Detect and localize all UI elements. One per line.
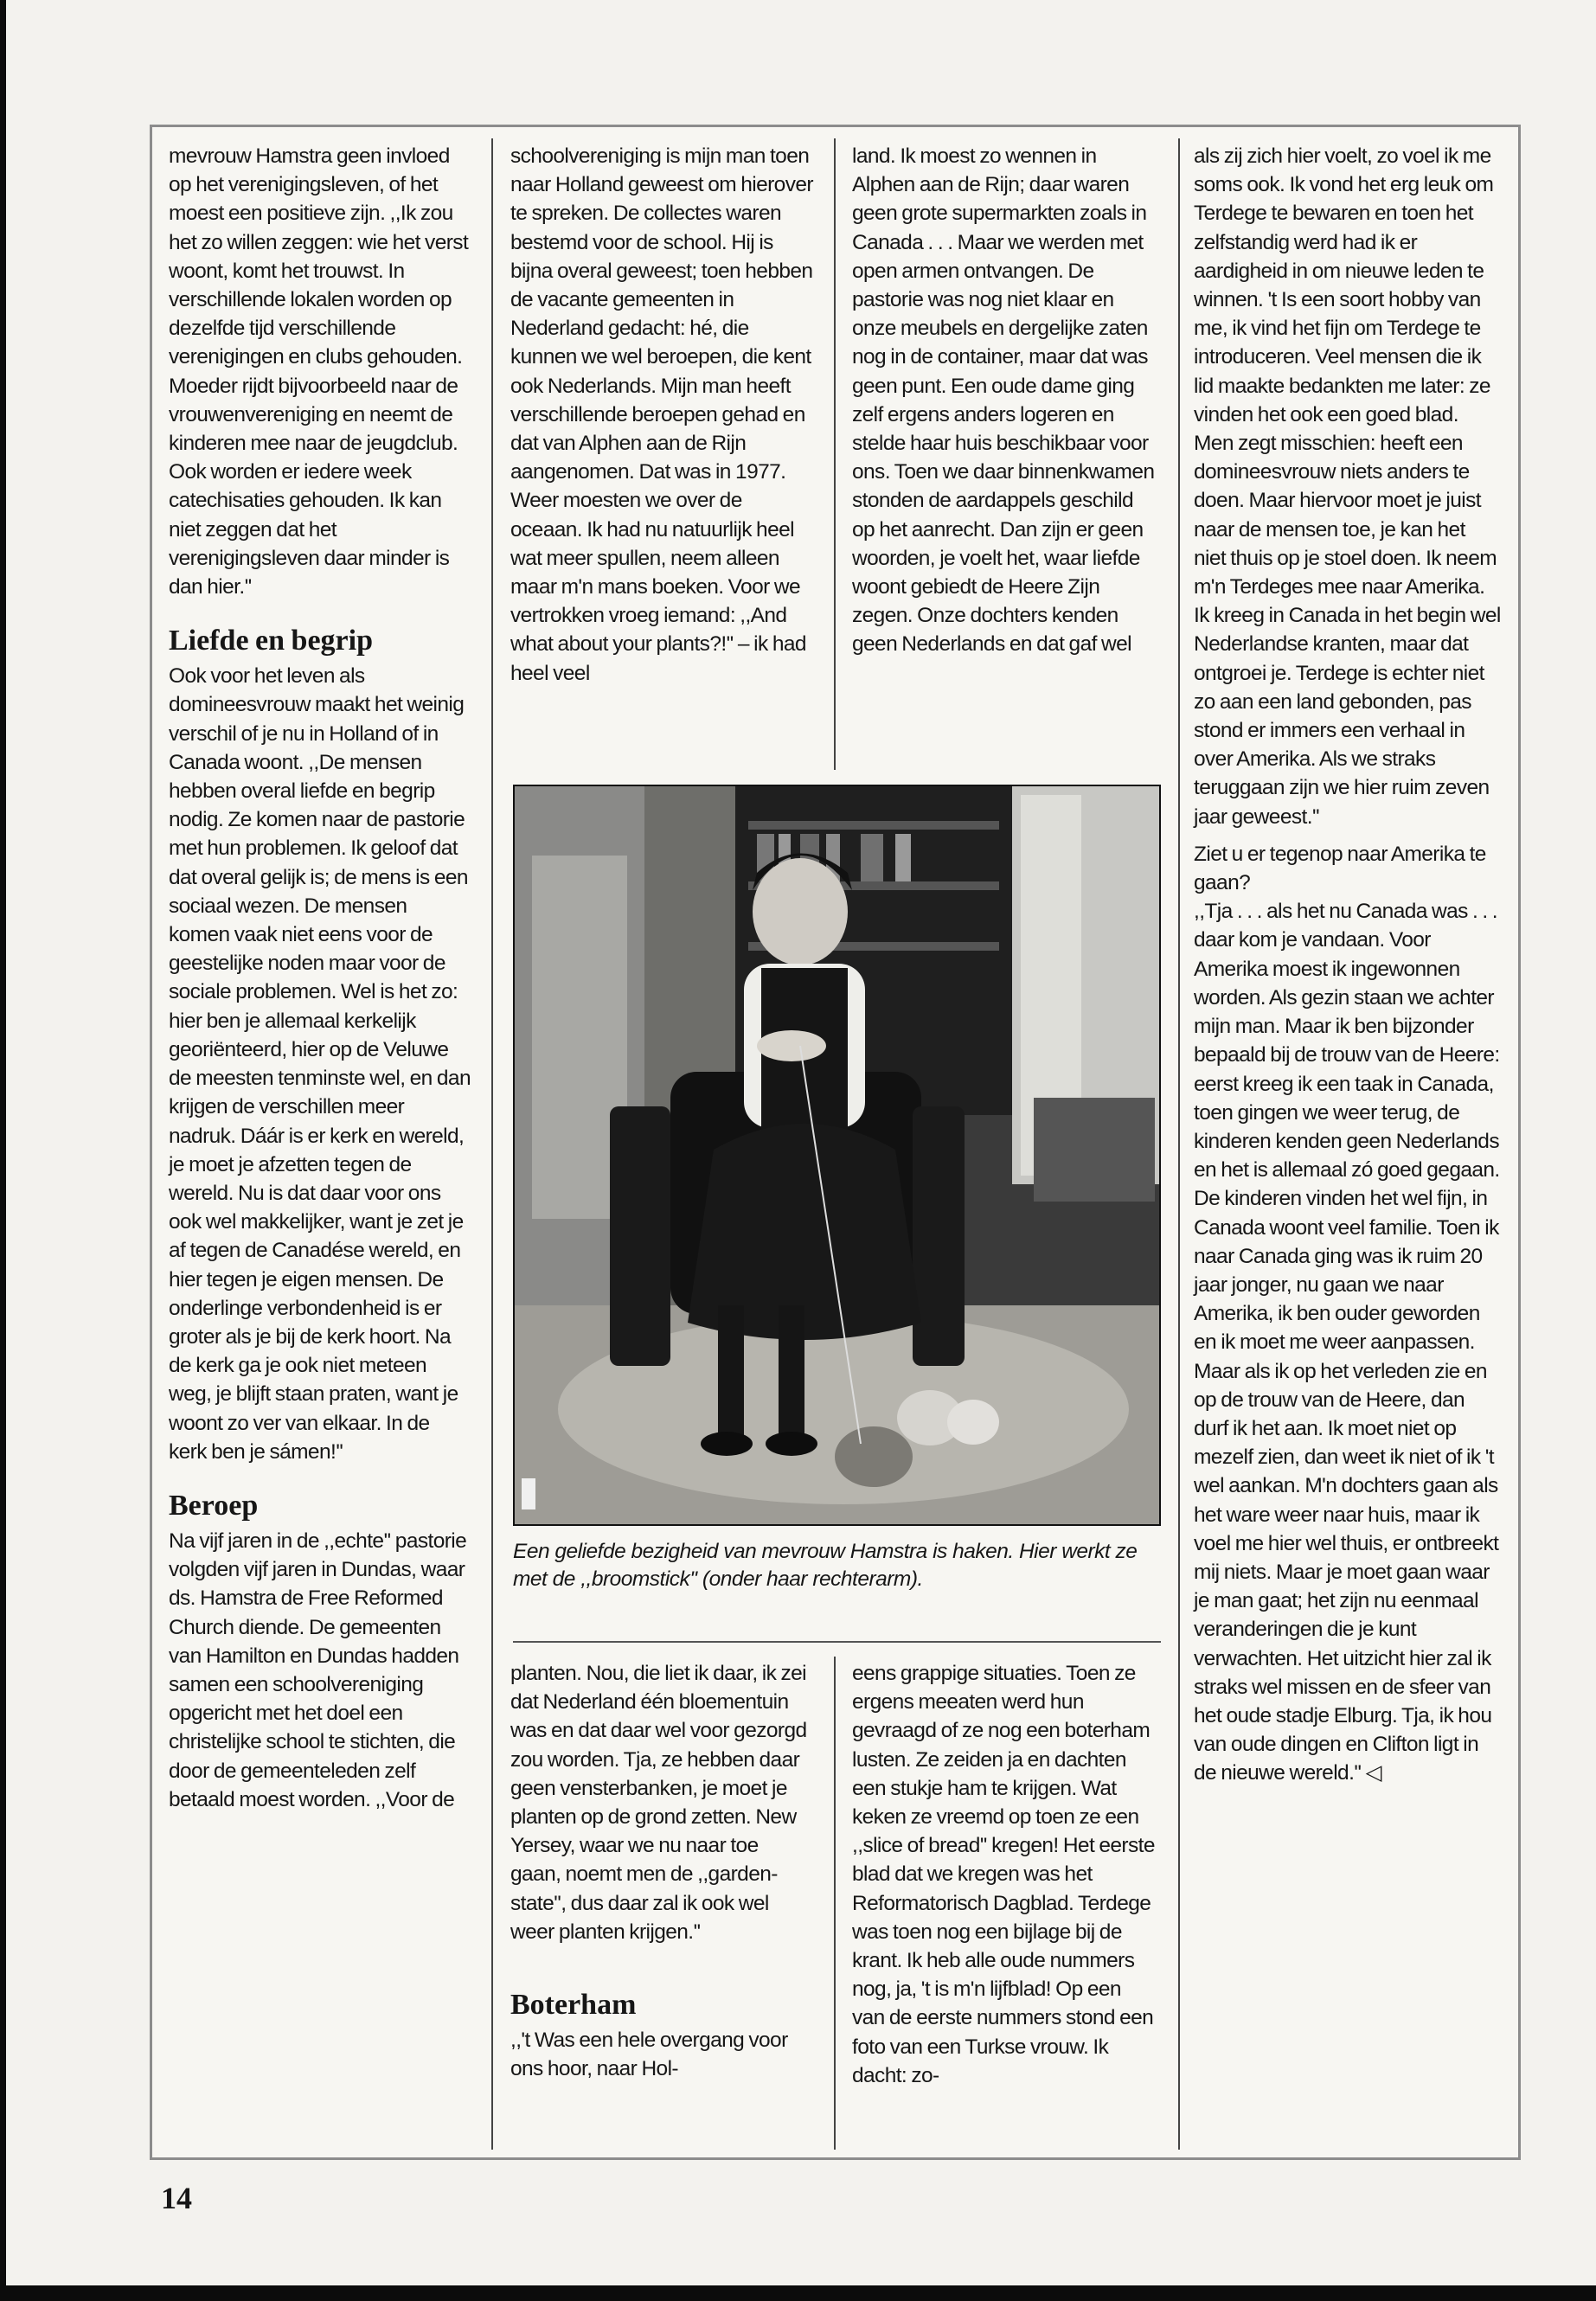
scan-edge-bottom	[0, 2285, 1596, 2301]
paragraph-col3-top: land. Ik moest zo wennen in Alphen aan de Rijn; daar waren geen grote supermarkten zoals in Canada . . . Maar we werden met open armen ontvangen. De pastorie was nog niet klaar en onze meubels en dergelijke zaten nog in de container, maar dat was geen punt. Een oude dame ging zelf ergens anders logeren en stelde haar huis beschikbaar voor ons. Toen we daar binnenkwamen stonden de aardappels geschild op het aanrecht. Dan zijn er geen woorden, je voelt het, waar liefde woont gebiedt de Heere Zijn zegen. Onze dochters kenden geen Nederlands en dat gaf wel	[852, 144, 1155, 657]
photo-mevrouw-hamstra-haken	[513, 785, 1161, 1526]
paragraph-col4-a: als zij zich hier voelt, zo voel ik me soms ook. Ik vond het erg leuk om Terdege te bewaren en toen het zelfstandig werd had ik er aardigheid in om nieuwe leden te winnen. 't Is een soort hobby van me, ik vind het fijn om Terdege te introduceren. Veel mensen die ik lid maakte bedankten me later: ze vinden het ook een goed blad. Men zegt misschien: heeft een domineesvrouw niets anders te doen. Maar hiervoor moet je juist naar de mensen toe, je kan het niet thuis op je stoel doen. Ik neem m'n Terdeges mee naar Amerika. Ik kreeg in Canada in het begin wel Nederlandse kranten, maar dat ontgroei je. Terdege is echter niet zo aan een land gebonden, pas stond er immers een verhaal in over Amerika. Als we straks teruggaan zijn we hier ruim zeven jaar geweest.''	[1194, 144, 1501, 829]
column-rule-1	[491, 138, 493, 2150]
column-rule-2-bottom	[834, 1657, 836, 2150]
heading-liefde-en-begrip: Liefde en begrip	[169, 625, 373, 657]
paragraph-liefde: Ook voor het leven als domineesvrouw maakt het weinig verschil of je nu in Holland of in Canada woont. ,,De mensen hebben overal liefde en begrip nodig. Ze komen naar de pastorie met hun problemen. Ik geloof dat dat overal gelijk is; de mens is een sociaal wezen. De mensen komen vaak niet eens voor de geestelijke noden maar voor de sociale problemen. Wel is het zo: hier ben je allemaal kerkelijk georiënteerd, hier op de Veluwe de meesten tenminste wel, en dan krijgen de verschillen meer nadruk. Dáár is er kerk en wereld, je moet je afzetten tegen de wereld. Nu is dat daar voor ons ook wel makkelijker, want je zet je af tegen de Canadése wereld, en hier tegen je eigen mensen. De onderlinge verbondenheid is er groter als je bij de kerk hoort. Na de kerk ga je ook niet meteen weg, je blijft staan praten, want je woont zo ver van elkaar. In de kerk ben je sámen!''	[169, 664, 471, 1464]
scan-edge-left	[0, 0, 6, 2301]
column-rule-3	[1178, 138, 1180, 2150]
photo-image	[515, 786, 1159, 1524]
photo-caption: Een geliefde bezigheid van mevrouw Hamstra is haken. Hier werkt ze met de ,,broomstick'' (onder haar rechterarm).	[513, 1540, 1138, 1591]
column-rule-2-top	[834, 138, 836, 770]
paragraph-col3-bottom: eens grappige situaties. Toen ze ergens meeaten werd hun gevraagd of ze nog een boterham lusten. Ze zeiden ja en dachten een stukje ham te krijgen. Wat keken ze vreemd op toen ze een ,,slice of bread'' kregen! Het eerste blad dat we kregen was het Reformatorisch Dagblad. Terdege was toen nog een bijlage bij de krant. Ik heb alle oude nummers nog, ja, 't is m'n lijfblad! Op een van de eerste nummers stond een foto van een Turkse vrouw. Ik dacht: zo-	[852, 1662, 1155, 2087]
column-1	[169, 142, 471, 1814]
paragraph-col2-top: schoolvereniging is mijn man toen naar Holland geweest om hierover te spreken. De collectes waren bestemd voor de school. Hij is bijna overal geweest; toen hebben de vacante gemeenten in Nederland gedacht: hé, die kunnen we wel beroepen, die kent ook Nederlands. Mijn man heeft verschillende beroepen gehad en dat van Alphen aan de Rijn aangenomen. Dat was in 1977. Weer moesten we over de oceaan. Ik had nu natuurlijk heel wat meer spullen, neem alleen maar m'n mans boeken. Voor we vertrokken vroeg iemand: ,,And what about your plants?!'' – ik had heel veel	[510, 144, 813, 685]
page-number: 14	[161, 2181, 192, 2215]
column-3-top	[852, 142, 1155, 659]
heading-beroep: Beroep	[169, 1489, 259, 1522]
column-2-top	[510, 142, 813, 688]
paragraph-intro: mevrouw Hamstra geen invloed op het verenigingsleven, of het moest een positieve zijn. ,,Ik zou het zo willen zeggen: wie het verst woont, komt het trouwst. In verschillende lokalen worden op dezelfde tijd verschillende verenigingen en clubs gehouden. Moeder rijdt bijvoorbeeld naar de vrouwenvereniging en neemt de kinderen mee naar de jeugdclub. Ook worden er iedere week catechisaties gehouden. Ik kan niet zeggen dat het verenigingsleven daar minder is dan hier.''	[169, 144, 469, 599]
paragraph-col4-question: Ziet u er tegenop naar Amerika te gaan?	[1194, 842, 1486, 895]
heading-boterham: Boterham	[510, 1989, 637, 2022]
paragraph-beroep: Na vijf jaren in de ,,echte'' pastorie volgden vijf jaren in Dundas, waar ds. Hamstra de Free Reformed Church diende. De gemeenten van Hamilton en Dundas hadden samen een schoolvereniging opgericht met het doel een christelijke school te stichten, die door de gemeenteleden zelf betaald moest worden. ,,Voor de	[169, 1529, 467, 1811]
column-4	[1194, 142, 1501, 1788]
paragraph-col2-bottom: planten. Nou, die liet ik daar, ik zei dat Nederland één bloementuin was en dat daar wel voor gezorgd zou worden. Tja, ze hebben daar geen vensterbanken, je moet je planten op de grond zetten. New Yersey, waar we nu naar toe gaan, noemt men de ,,garden-state'', dus daar zal ik ook wel weer planten krijgen.''	[510, 1662, 807, 1944]
column-2-bottom	[510, 1659, 813, 2083]
caption-rule	[513, 1641, 1161, 1643]
column-3-bottom	[852, 1659, 1155, 2090]
paragraph-col4-b: ,,Tja . . . als het nu Canada was . . . daar kom je vandaan. Voor Amerika moest ik ingewonnen worden. Als gezin staan we achter mijn man. Maar ik ben bijzonder bepaald bij de trouw van de Heere: eerst kreeg ik een taak in Canada, toen gingen we weer terug, de kinderen kenden geen Nederlands en het is allemaal zó goed gegaan. De kinderen vinden het wel fijn, in Canada woont veel familie. Toen ik naar Canada ging was ik ruim 20 jaar jonger, nu gaan we naar Amerika, ik ben ouder geworden en ik moet me weer aanpassen. Maar als ik op het verleden zie en op de trouw van de Heere, dan durf ik het aan. Ik moet niet op mezelf zien, dan weet ik niet of ik 't wel aankan. M'n dochters gaan als het ware weer naar huis, maar ik voel me hier wel thuis, er ontbreekt mij niets. Maar je moet gaan waar je man gaat; het zijn nu eenmaal veranderingen die je kunt verwachten. Het uitzicht hier zal ik straks wel missen en de sfeer van het oude stadje Elburg. Tja, ik hou van oude dingen en Clifton ligt in de nieuwe wereld.'' ◁	[1194, 900, 1500, 1785]
paragraph-boterham: ,,'t Was een hele overgang voor ons hoor, naar Hol-	[510, 2029, 788, 2081]
